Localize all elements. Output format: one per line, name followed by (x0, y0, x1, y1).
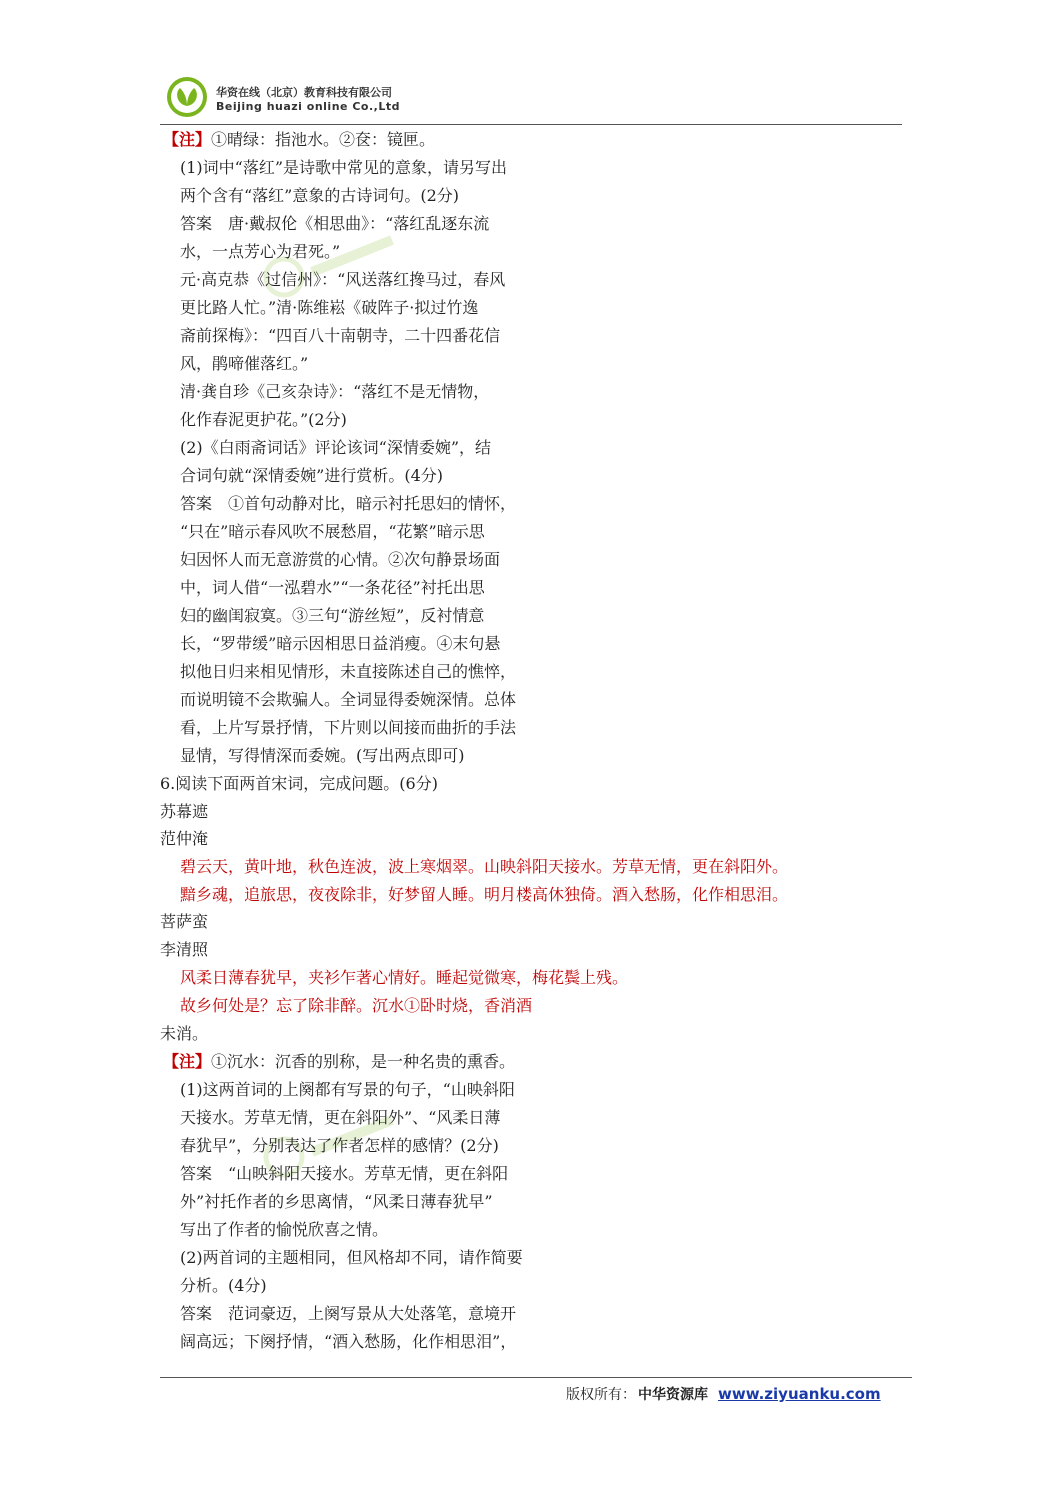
text-line (160, 829, 208, 849)
line-text: 李清照 (160, 940, 209, 959)
line-text: 答案 唐·戴叔伦《相思曲》：“落红乱逐东流 (180, 214, 490, 233)
text-line (180, 1080, 515, 1100)
line-text: (2)《白雨斋词话》评论该词“深情委婉”，结 (180, 438, 492, 457)
text-line (180, 550, 500, 570)
text-line (180, 1108, 500, 1128)
line-text: 分析。(4分) (180, 1276, 267, 1295)
text-line (180, 578, 485, 598)
line-text: 清·龚自珍《己亥杂诗》：“落红不是无情物， (180, 382, 490, 401)
line-text: 阔高远；下阕抒情，“酒入愁肠，化作相思泪”， (180, 1332, 517, 1351)
text-line (180, 1164, 508, 1184)
line-text: 苏幕遮 (160, 802, 209, 821)
line-text: 菩萨蛮 (160, 912, 209, 931)
text-line (180, 1248, 523, 1268)
line-text: (2)两首词的主题相同，但风格却不同，请作简要 (180, 1248, 523, 1267)
text-line (180, 1304, 516, 1324)
page-header (160, 72, 902, 125)
line-text: 妇的幽闺寂寞。③三句“游丝短”，反衬情意 (180, 606, 485, 625)
text-line (180, 298, 478, 318)
company-logo-icon (166, 76, 208, 118)
text-line (180, 1220, 388, 1240)
text-line (163, 130, 435, 150)
line-text: 春犹早”，分别表达了作者怎样的感情？(2分) (180, 1136, 499, 1155)
text-line (160, 940, 208, 960)
text-line (180, 968, 628, 988)
text-line (160, 1024, 208, 1044)
text-line (180, 186, 459, 206)
company-name-en: Beijing huazi online Co.,Ltd (216, 100, 400, 113)
line-text: ①晴绿：指池水。②奁：镜匣。 (211, 130, 436, 149)
text-line (180, 158, 507, 178)
note-tag: 【注】 (163, 1052, 212, 1071)
text-line (160, 912, 208, 932)
text-line (180, 857, 788, 877)
line-text: ①沉水：沉香的别称，是一种名贵的熏香。 (211, 1052, 516, 1071)
text-line (180, 410, 347, 430)
line-text: 天接水。芳草无情，更在斜阳外”、“风柔日薄 (180, 1108, 501, 1127)
text-line (180, 494, 516, 514)
line-text: 外”衬托作者的乡思离情，“风柔日薄春犹早” (180, 1192, 493, 1211)
line-text: (1)词中“落红”是诗歌中常见的意象，请另写出 (180, 158, 508, 177)
line-text: 长，“罗带缓”暗示因相思日益消瘦。④末句悬 (180, 634, 501, 653)
line-text: 中，词人借“一泓碧水”“一条花径”衬托出思 (180, 578, 485, 597)
text-line (180, 1332, 516, 1352)
line-text: 风，鹃啼催落红。” (180, 354, 309, 373)
text-line (180, 885, 788, 905)
line-text: 两个含有“落红”意象的古诗词句。(2分) (180, 186, 460, 205)
line-text: 拟他日归来相见情形，未直接陈述自己的憔悴， (180, 662, 517, 681)
text-line (180, 746, 465, 766)
line-text: 碧云天，黄叶地，秋色连波，波上寒烟翠。山映斜阳天接水。芳草无情，更在斜阳外。 (180, 857, 789, 876)
text-line (180, 438, 491, 458)
text-line (180, 242, 340, 262)
line-text: 元·高克恭《过信州》：“风送落红搀马过，春风 (180, 270, 506, 289)
line-text: 黯乡魂，追旅思，夜夜除非，好梦留人睡。明月楼高休独倚。酒入愁肠，化作相思泪。 (180, 885, 789, 904)
text-line (160, 802, 208, 822)
line-text: 更比路人忙。”清·陈维崧《破阵子·拟过竹逸 (180, 298, 479, 317)
text-line (180, 1192, 493, 1212)
text-line (180, 718, 516, 738)
page-footer (566, 1384, 881, 1404)
site-url-link[interactable]: www.ziyuanku.com (718, 1385, 881, 1403)
footer-divider (160, 1377, 912, 1378)
line-text: 6.阅读下面两首宋词，完成问题。(6分) (160, 774, 438, 793)
text-line (180, 354, 308, 374)
line-text: 未消。 (160, 1024, 209, 1043)
line-text: 看，上片写景抒情，下片则以间接而曲折的手法 (180, 718, 517, 737)
line-text: 写出了作者的愉悦欣喜之情。 (180, 1220, 389, 1239)
text-line (180, 326, 500, 346)
text-line (180, 270, 505, 290)
line-text: (1)这两首词的上阕都有写景的句子，“山映斜阳 (180, 1080, 515, 1099)
text-line (180, 214, 489, 234)
line-text: 故乡何处是？忘了除非醉。沉水①卧时烧，香消酒 (180, 996, 533, 1015)
text-line (160, 774, 438, 794)
line-text: 风柔日薄春犹早，夹衫乍著心情好。睡起觉微寒，梅花鬓上残。 (180, 968, 629, 987)
text-line (163, 1052, 515, 1072)
text-line (180, 1276, 267, 1296)
line-text: 水，一点芳心为君死。” (180, 242, 341, 261)
text-line (180, 996, 532, 1016)
line-text: 显情，写得情深而委婉。(写出两点即可) (180, 746, 465, 765)
text-line (180, 634, 500, 654)
text-line (180, 466, 443, 486)
text-line (180, 382, 489, 402)
line-text: 答案 范词豪迈，上阕写景从大处落笔，意境开 (180, 1304, 517, 1323)
copyright-label: 版权所有： (566, 1387, 636, 1403)
site-name: 中华资源库 (638, 1387, 708, 1403)
text-line (180, 606, 484, 626)
text-line (180, 662, 516, 682)
line-text: 答案 ①首句动静对比，暗示衬托思妇的情怀， (180, 494, 517, 513)
line-text: “只在”暗示春风吹不展愁眉，“花繁”暗示思 (180, 522, 485, 541)
line-text: 而说明镜不会欺骗人。全词显得委婉深情。总体 (180, 690, 517, 709)
text-line (180, 1136, 499, 1156)
line-text: 化作春泥更护花。”(2分) (180, 410, 347, 429)
note-tag: 【注】 (163, 130, 212, 149)
line-text: 范仲淹 (160, 829, 209, 848)
line-text: 答案 “山映斜阳天接水。芳草无情，更在斜阳 (180, 1164, 509, 1183)
line-text: 斋前探梅》：“四百八十南朝寺，二十四番花信 (180, 326, 501, 345)
text-line (180, 522, 485, 542)
line-text: 合词句就“深情委婉”进行赏析。(4分) (180, 466, 444, 485)
line-text: 妇因怀人而无意游赏的心情。②次句静景场面 (180, 550, 501, 569)
company-name-cn: 华资在线（北京）教育科技有限公司 (216, 86, 392, 99)
text-line (180, 690, 516, 710)
